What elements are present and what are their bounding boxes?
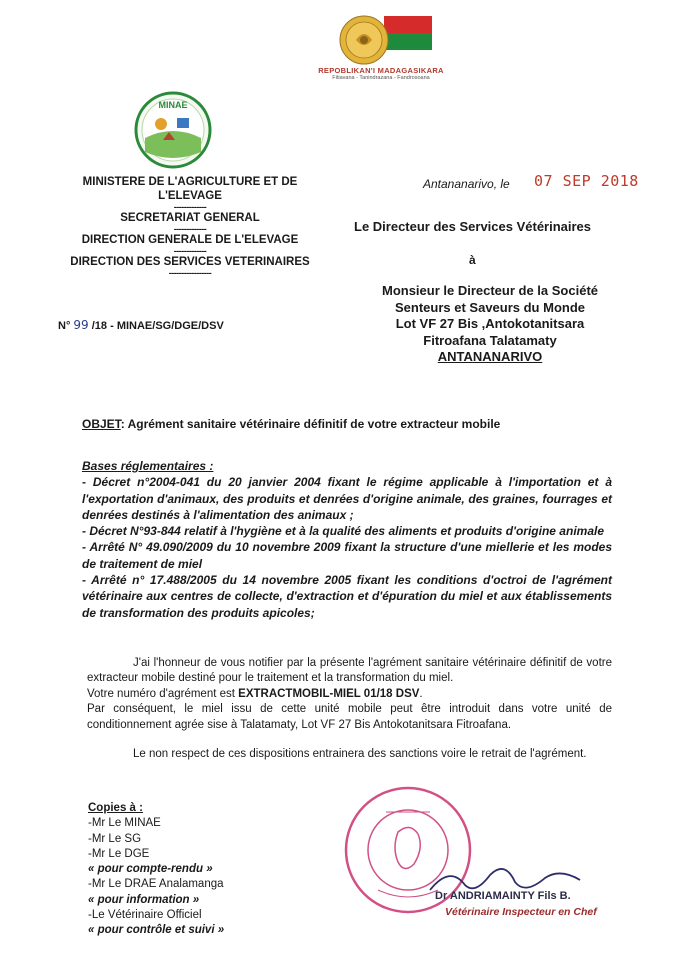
- to-label: à: [469, 253, 476, 267]
- recipient-line-4: Fitroafana Talatamaty: [423, 332, 557, 348]
- sender: Le Directeur des Services Vétérinaires: [354, 219, 592, 234]
- reference-number: [58, 318, 224, 332]
- subject-text: : Agrément sanitaire vétérinaire définitif de votre extracteur mobile: [120, 417, 501, 431]
- copy-recipient: -Le Vétérinaire Officiel: [88, 909, 202, 922]
- copy-recipient: -Mr Le DRAE Analamanga: [88, 878, 224, 891]
- copy-recipient: -Mr Le MINAE: [88, 817, 161, 830]
- republic-motto: Fitiavana - Tanindrazana - Fandrosoana: [332, 75, 430, 81]
- copy-recipient: -Mr Le SG: [88, 832, 142, 845]
- direction-services-name: DIRECTION DES SERVICES VETERINAIRES: [70, 256, 310, 268]
- direction-generale-name: DIRECTION GENERALE DE L'ELEVAGE: [81, 234, 299, 246]
- minae-logo: [133, 90, 213, 170]
- secretariat-name: SECRETARIAT GENERAL: [120, 212, 260, 224]
- recipient-line-2: Senteurs et Saveurs du Monde: [395, 299, 585, 315]
- legal-basis-item: - Arrêté N° 49.090/2009 du 10 novembre 2009 fixant la structure d'une miellerie et les modes de traitement de miel: [82, 540, 612, 571]
- ministry-header: MINISTERE DE L'AGRICULTURE ET DE L'ELEVAGE ------------- SECRETARIAT GENERAL ------------- DIRECTION GENERALE DE L'ELEVAGE ------------- DIRECTION DES SERVICES VETERINAIRES -----------------: [60, 175, 320, 277]
- recipient-block: [360, 283, 620, 366]
- ref-number: 99: [73, 318, 89, 332]
- signer-name: Dr ANDRIAMAINTY Fils B.: [435, 890, 571, 902]
- recipient-line-3: Lot VF 27 Bis ,Antokotanitsara: [395, 316, 585, 331]
- flag-red-stripe: [384, 16, 432, 33]
- date-stamp: 07 SEP 2018: [534, 172, 639, 190]
- legal-basis-item: - Décret n°2004-041 du 20 janvier 2004 fixant le régime applicable à l'importation et à l'exportation d'animaux, des produits et denrées d'origine animale, des graines, fourrages et denrées destinés à l'alimentation des animaux ;: [82, 475, 612, 522]
- subject-line: [82, 417, 500, 431]
- copy-recipient: -Mr Le DGE: [88, 847, 150, 860]
- legal-basis-item: - Arrêté n° 17.488/2005 du 14 novembre 2005 fixant les conditions d'octroi de l'agrément vétérinaire aux centres de collecte, d'extraction et d'épuration du miel et aux établissements de transformation des produits apicoles;: [82, 573, 612, 620]
- approval-number: EXTRACTMOBIL-MIEL 01/18 DSV: [238, 687, 420, 700]
- copy-purpose: « pour contrôle et suivi »: [88, 924, 225, 937]
- body-paragraph-2: Votre numéro d'agrément est EXTRACTMOBIL-MIEL 01/18 DSV.: [87, 687, 423, 700]
- legal-bases: [82, 458, 612, 621]
- madagascar-emblem: [330, 10, 440, 70]
- body-paragraph-1: J'ai l'honneur de vous notifier par la présente l'agrément sanitaire vétérinaire définitif de votre extracteur mobile destiné pour le traitement et la transformation du miel.: [87, 657, 612, 685]
- flag-green-stripe: [384, 33, 432, 50]
- body-paragraph-4: Le non respect de ces dispositions entrainera des sanctions voire le retrait de l'agrément.: [133, 748, 587, 761]
- subject-label: OBJET: [82, 417, 121, 431]
- ref-suffix: /18 - MINAE/SG/DGE/DSV: [91, 320, 224, 332]
- signer-title: Vétérinaire Inspecteur en Chef: [445, 906, 597, 918]
- body-paragraph-3: Par conséquent, le miel issu de cette unité mobile peut être introduit dans votre unité de conditionnement agrée sise à Talatamaty, Lot VF 27 Bis Antokotanitsara Fitroafana.: [87, 703, 612, 731]
- minae-logo-text: MINAE: [158, 100, 188, 110]
- place-label: Antananarivo, le: [423, 177, 510, 191]
- copies-title: Copies à :: [88, 802, 143, 814]
- republic-text: REPOBLIKAN'I MADAGASIKARA: [318, 66, 444, 75]
- legal-bases-title: Bases réglementaires :: [82, 459, 214, 473]
- legal-basis-item: - Décret N°93-844 relatif à l'hygiène et à la qualité des aliments et produits d'origine animale: [82, 524, 604, 539]
- copies-block: [88, 801, 224, 939]
- recipient-line-1: Monsieur le Directeur de la Société: [381, 283, 599, 298]
- copy-purpose: « pour compte-rendu »: [88, 863, 213, 876]
- copy-purpose: « pour information »: [88, 893, 200, 906]
- ref-prefix: N°: [58, 320, 71, 332]
- recipient-line-5: ANTANANARIVO: [437, 349, 543, 364]
- letter-body: [87, 656, 612, 762]
- ministry-name: MINISTERE DE L'AGRICULTURE ET DE L'ELEVAGE: [82, 176, 298, 202]
